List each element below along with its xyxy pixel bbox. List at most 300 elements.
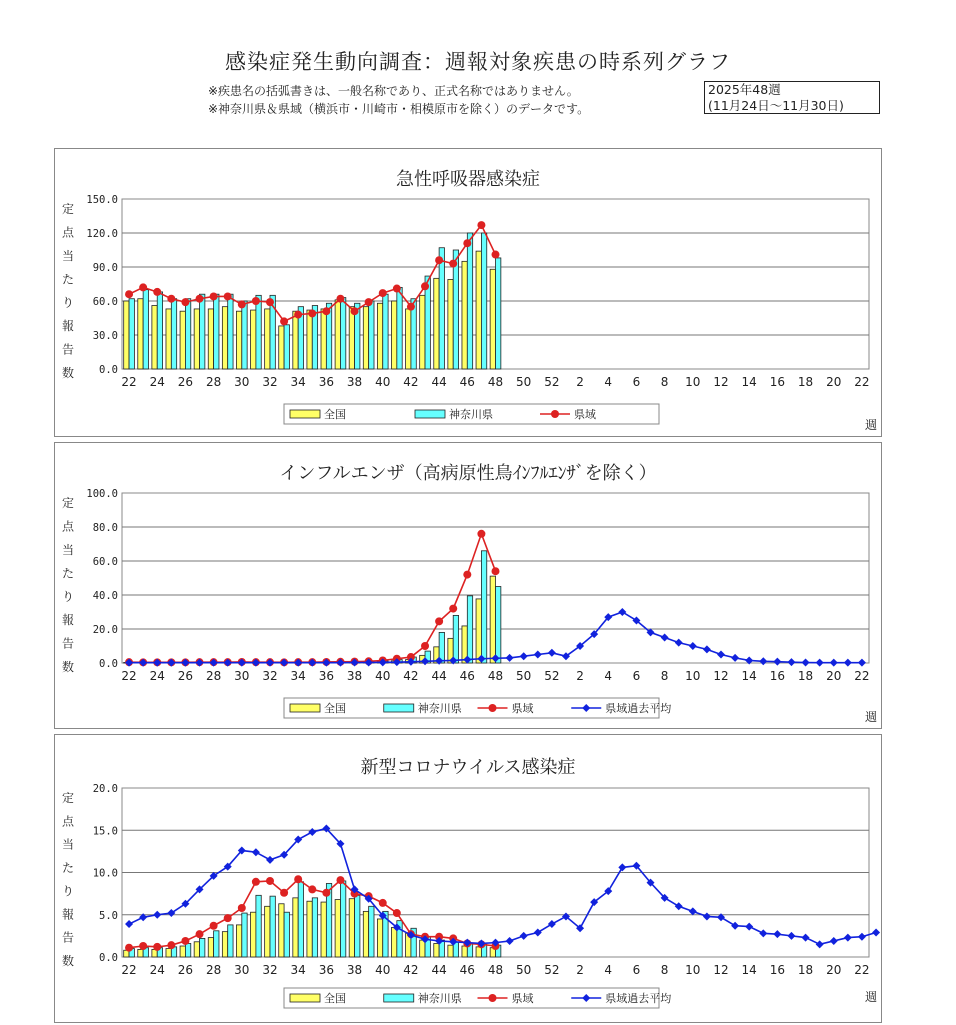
c2-point-prefecture-area	[308, 885, 316, 893]
c0-legend-swatch	[415, 410, 445, 418]
c0-point-prefecture-area	[280, 317, 288, 325]
note-data-scope: ※神奈川県＆県域（横浜市・川崎市・相模原市を除く）のデータです。	[208, 102, 590, 116]
c2-xtick-label: 12	[713, 963, 729, 977]
c0-bar-kanagawa	[185, 299, 190, 369]
c2-xtick-label: 36	[318, 963, 335, 977]
c1-xtick-label: 44	[431, 669, 447, 683]
c0-bar-national	[434, 278, 439, 369]
c0-xtick-label: 22	[121, 375, 137, 389]
c0-bar-national	[448, 279, 453, 369]
c0-point-prefecture-area	[125, 290, 133, 298]
c0-point-prefecture-area	[379, 289, 387, 297]
c0-bar-national	[279, 326, 284, 369]
c0-bar-national	[335, 300, 340, 369]
c1-ylabel-char: 報	[61, 613, 75, 628]
c0-ytick-label: 150.0	[86, 194, 118, 206]
c1-legend-swatch	[384, 704, 414, 712]
c1-ytick-label: 0.0	[99, 658, 118, 670]
c0-bar-national	[377, 303, 382, 369]
c1-xtick-label: 12	[713, 669, 729, 683]
c2-xtick-label: 52	[544, 963, 560, 977]
c0-bar-kanagawa	[143, 290, 148, 369]
c2-xtick-label: 38	[346, 963, 363, 977]
c2-bar-national	[307, 901, 312, 957]
c1-xtick-label: 52	[544, 669, 560, 683]
c0-xtick-label: 20	[826, 375, 842, 389]
c2-xtick-label: 20	[826, 963, 842, 977]
c0-xtick-label: 48	[487, 375, 504, 389]
c2-bar-national	[420, 940, 425, 957]
notes	[208, 82, 589, 118]
c1-ytick-label: 40.0	[92, 590, 118, 602]
c2-ytick-label: 0.0	[99, 952, 118, 964]
c2-bar-national	[222, 932, 227, 957]
c2-point-prefecture-area	[224, 914, 232, 922]
c1-point-prefecture-area	[449, 605, 457, 613]
c2-xtick-label: 16	[769, 963, 786, 977]
c1-bar-national	[490, 576, 495, 663]
c0-xtick-label: 50	[516, 375, 532, 389]
c2-bar-national	[335, 900, 340, 957]
c0-point-prefecture-area	[139, 283, 147, 291]
c1-point-prefecture-area	[435, 617, 443, 625]
c1-xtick-label: 34	[290, 669, 306, 683]
c0-bar-kanagawa	[284, 325, 289, 369]
c0-xtick-label: 44	[431, 375, 447, 389]
c0-bar-kanagawa	[171, 299, 176, 369]
c2-bar-kanagawa	[214, 931, 219, 957]
c2-bar-national	[265, 906, 270, 957]
c1-xtick-label: 18	[797, 669, 814, 683]
c2-bar-kanagawa	[200, 938, 205, 957]
c0-xtick-label: 8	[660, 375, 669, 389]
c1-ylabel-char: り	[61, 589, 75, 604]
c1-xtick-label: 10	[685, 669, 701, 683]
c0-xtick-label: 46	[459, 375, 475, 389]
c0-xtick-label: 52	[544, 375, 560, 389]
c0-point-prefecture-area	[492, 251, 500, 259]
c2-point-prefecture-area	[280, 889, 288, 897]
c2-point-prefecture-area	[252, 878, 260, 886]
c1-xtick-label: 4	[604, 669, 613, 683]
c1-xtick-label: 20	[826, 669, 842, 683]
c0-bar-national	[420, 295, 425, 369]
c0-bar-kanagawa	[242, 301, 247, 369]
c0-point-prefecture-area	[224, 292, 232, 300]
c2-bar-kanagawa	[256, 895, 261, 957]
c1-ytick-label: 20.0	[92, 624, 118, 636]
c1-xtick-label: 50	[516, 669, 532, 683]
c1-xtick-label: 46	[459, 669, 475, 683]
chart-panel-acute-respiratory	[54, 148, 882, 437]
c2-point-prefecture-area	[181, 937, 189, 945]
c0-ylabel-char: 点	[61, 225, 75, 240]
c0-point-prefecture-area	[167, 295, 175, 303]
c1-xtick-label: 22	[121, 669, 137, 683]
c1-bar-kanagawa	[496, 587, 501, 664]
c2-point-prefecture-area	[294, 875, 302, 883]
c2-xtick-label: 22	[121, 963, 137, 977]
c0-point-prefecture-area	[294, 311, 302, 319]
c2-bar-national	[138, 949, 143, 957]
page-title: 感染症発生動向調査：週報対象疾患の時系列グラフ	[225, 50, 731, 74]
c0-point-prefecture-area	[463, 239, 471, 247]
c0-bar-kanagawa	[496, 258, 501, 369]
c2-point-prefecture-area	[210, 922, 218, 930]
c0-bar-kanagawa	[228, 294, 233, 369]
c0-point-prefecture-area	[435, 256, 443, 264]
report-week: 2025年48週	[708, 82, 781, 97]
c2-ytick-label: 15.0	[92, 825, 118, 838]
c1-legend-label: 神奈川県	[417, 702, 462, 715]
c2-xtick-label: 30	[234, 963, 250, 977]
c0-xtick-label: 32	[262, 375, 278, 389]
c0-legend-label: 県域	[574, 408, 596, 421]
c1-ytick-label: 80.0	[92, 522, 118, 534]
c0-bar-national	[251, 310, 256, 369]
c0-point-prefecture-area	[477, 221, 485, 229]
c0-bar-kanagawa	[481, 233, 486, 369]
c2-point-prefecture-area	[139, 942, 147, 950]
c2-legend-label: 県域過去平均	[605, 992, 672, 1005]
c0-bar-national	[406, 309, 411, 369]
c0-bar-national	[152, 306, 157, 369]
chart-panel-influenza	[54, 442, 882, 729]
c2-ytick-label: 5.0	[99, 909, 118, 922]
c1-xlabel: 週	[864, 710, 878, 724]
c2-bar-national	[251, 912, 256, 957]
c2-xtick-label: 34	[290, 963, 306, 977]
c1-xtick-label: 14	[741, 669, 757, 683]
c1-ylabel-char: 点	[61, 519, 75, 534]
c0-bar-national	[124, 301, 129, 369]
c0-point-prefecture-area	[421, 282, 429, 290]
c2-xlabel: 週	[864, 990, 878, 1004]
c2-bar-national	[363, 911, 368, 957]
c0-ylabel-char: 数	[61, 366, 75, 380]
c2-ylabel-char: 当	[61, 837, 75, 852]
c0-xtick-label: 34	[290, 375, 306, 389]
c0-legend-label: 神奈川県	[449, 408, 493, 421]
c0-xtick-label: 36	[318, 375, 335, 389]
c0-bar-national	[363, 307, 368, 369]
c0-xtick-label: 30	[234, 375, 250, 389]
c1-xtick-label: 42	[403, 669, 419, 683]
c1-xtick-label: 26	[177, 669, 194, 683]
c2-legend-marker	[489, 994, 497, 1002]
c1-xtick-label: 24	[149, 669, 165, 683]
c2-xtick-label: 10	[685, 963, 701, 977]
c2-xtick-label: 32	[262, 963, 278, 977]
c1-title: インフルエンザ（高病原性鳥ｲﾝﾌﾙｴﾝｻﾞを除く）	[279, 463, 657, 484]
c1-ytick-label: 60.0	[92, 556, 118, 568]
c1-legend-label: 全国	[324, 702, 346, 715]
c2-point-prefecture-area	[167, 941, 175, 949]
c1-xtick-label: 36	[318, 669, 335, 683]
c2-xtick-label: 44	[431, 963, 447, 977]
c2-ytick-label: 10.0	[92, 867, 118, 880]
c2-legend-label: 県域	[511, 992, 534, 1005]
c0-ylabel-char: 当	[61, 248, 75, 263]
chart-panel-covid19	[54, 734, 882, 1023]
c1-xtick-label: 38	[346, 669, 363, 683]
c1-ylabel-char: 定	[61, 496, 75, 510]
c1-xtick-label: 6	[632, 669, 641, 683]
c0-ylabel-char: 報	[61, 319, 75, 334]
c2-bar-national	[279, 904, 284, 957]
c2-bar-national	[208, 938, 213, 957]
c2-bar-kanagawa	[312, 898, 317, 957]
c1-bar-kanagawa	[467, 596, 472, 663]
c2-bar-national	[448, 945, 453, 957]
c2-bar-national	[434, 943, 439, 957]
c0-bar-national	[293, 311, 298, 369]
c1-point-prefecture-area	[492, 567, 500, 575]
c1-ylabel-char: 当	[61, 542, 75, 557]
c2-xtick-label: 40	[375, 963, 391, 977]
c0-bar-national	[180, 311, 185, 369]
c0-bar-kanagawa	[397, 287, 402, 369]
c0-bar-national	[194, 309, 199, 369]
c1-bar-kanagawa	[453, 615, 458, 663]
c2-bar-kanagawa	[242, 913, 247, 957]
c1-xtick-label: 48	[487, 669, 504, 683]
c2-bar-national	[377, 919, 382, 957]
c0-bar-kanagawa	[439, 248, 444, 369]
c2-point-prefecture-area	[238, 904, 246, 912]
c2-xtick-label: 4	[604, 963, 613, 977]
c0-ylabel-char: り	[61, 295, 75, 310]
c0-xtick-label: 42	[403, 375, 419, 389]
c2-bar-kanagawa	[298, 882, 303, 957]
c2-ylabel-char: 告	[61, 930, 75, 945]
c2-legend-label: 神奈川県	[417, 992, 462, 1005]
c0-point-prefecture-area	[407, 303, 415, 311]
c2-ylabel-char: 定	[61, 791, 75, 805]
c0-bar-national	[349, 307, 354, 369]
c1-legend-marker	[489, 704, 497, 712]
c2-bar-kanagawa	[270, 896, 275, 957]
report-period: (11月24日～11月30日)	[708, 98, 844, 113]
c2-point-prefecture-area	[336, 876, 344, 884]
c0-bar-kanagawa	[129, 299, 134, 369]
c2-ylabel-char: 報	[61, 907, 75, 922]
c2-ylabel-char: 点	[61, 814, 75, 829]
c0-xtick-label: 6	[632, 375, 641, 389]
c2-point-past-average	[872, 928, 880, 936]
c2-bar-national	[476, 947, 481, 957]
c0-bar-national	[321, 309, 326, 369]
c0-point-prefecture-area	[336, 295, 344, 303]
c0-bar-kanagawa	[340, 298, 345, 369]
chart-influenza	[55, 443, 881, 728]
c0-bar-national	[222, 307, 227, 369]
c1-legend-label: 県域過去平均	[605, 702, 672, 715]
c2-xtick-label: 24	[149, 963, 165, 977]
c0-point-prefecture-area	[308, 309, 316, 317]
c2-xtick-label: 28	[205, 963, 222, 977]
c1-xtick-label: 8	[660, 669, 669, 683]
c2-bar-national	[166, 949, 171, 957]
c1-ytick-label: 100.0	[86, 488, 118, 500]
c2-bar-national	[462, 946, 467, 957]
c1-xtick-label: 32	[262, 669, 278, 683]
c2-xtick-label: 2	[576, 963, 584, 977]
c2-point-prefecture-area	[379, 899, 387, 907]
c2-bar-kanagawa	[185, 943, 190, 957]
c1-point-prefecture-area	[421, 642, 429, 650]
c0-ytick-label: 60.0	[92, 296, 118, 308]
c2-bar-kanagawa	[369, 906, 374, 957]
c0-bar-national	[138, 299, 143, 369]
c1-bar-national	[476, 599, 481, 663]
c0-ylabel-char: 告	[61, 342, 75, 357]
c0-ylabel-char: 定	[61, 202, 75, 216]
c0-bar-national	[265, 309, 270, 369]
c1-xtick-label: 2	[576, 669, 584, 683]
c1-xtick-label: 22	[854, 669, 870, 683]
c1-point-prefecture-area	[477, 530, 485, 538]
c0-point-prefecture-area	[266, 298, 274, 306]
c0-bar-national	[166, 309, 171, 369]
c2-ytick-label: 20.0	[92, 783, 118, 795]
c0-xtick-label: 14	[741, 375, 757, 389]
c2-xtick-label: 18	[797, 963, 814, 977]
c0-ytick-label: 0.0	[99, 364, 118, 376]
c1-ylabel-char: 告	[61, 636, 75, 651]
c0-xtick-label: 38	[346, 375, 363, 389]
c2-bar-national	[194, 942, 199, 957]
c2-xtick-label: 26	[177, 963, 194, 977]
c0-bar-kanagawa	[369, 301, 374, 369]
c0-bar-national	[307, 310, 312, 369]
c0-point-prefecture-area	[351, 307, 359, 315]
c2-point-prefecture-area	[196, 930, 204, 938]
c1-ylabel-char: 数	[61, 660, 75, 674]
c2-point-prefecture-area	[266, 877, 274, 885]
c0-bar-kanagawa	[467, 233, 472, 369]
c0-point-prefecture-area	[322, 307, 330, 315]
c2-bar-kanagawa	[340, 881, 345, 957]
c0-bar-national	[208, 309, 213, 369]
c1-legend-label: 県域	[511, 702, 534, 715]
c0-ytick-label: 90.0	[92, 262, 118, 274]
c2-xtick-label: 46	[459, 963, 475, 977]
c0-bar-kanagawa	[256, 295, 261, 369]
c1-xtick-label: 28	[205, 669, 222, 683]
c2-xtick-label: 6	[632, 963, 641, 977]
c2-xtick-label: 8	[660, 963, 669, 977]
report-week-box	[704, 81, 880, 114]
c0-bar-national	[462, 261, 467, 369]
c1-xtick-label: 40	[375, 669, 391, 683]
c0-xtick-label: 4	[604, 375, 613, 389]
c0-ylabel-char: た	[61, 272, 75, 287]
c0-ytick-label: 120.0	[86, 228, 118, 240]
c0-ytick-label: 30.0	[92, 330, 118, 342]
c0-point-prefecture-area	[365, 298, 373, 306]
c2-bar-national	[349, 899, 354, 957]
c2-xtick-label: 48	[487, 963, 504, 977]
c0-bar-kanagawa	[157, 292, 162, 369]
note-disease-name: ※疾患名の括弧書きは、一般名称であり、正式名称ではありません。	[208, 84, 579, 98]
c0-point-prefecture-area	[181, 298, 189, 306]
c0-xtick-label: 22	[854, 375, 870, 389]
c2-legend-swatch	[384, 994, 414, 1002]
c0-xtick-label: 40	[375, 375, 391, 389]
c1-point-prefecture-area	[463, 571, 471, 579]
c2-point-prefecture-area	[125, 944, 133, 952]
c0-xtick-label: 24	[149, 375, 165, 389]
c2-bar-national	[391, 927, 396, 957]
c0-xlabel: 週	[864, 418, 878, 432]
c2-ylabel-char: り	[61, 884, 75, 899]
c0-bar-national	[476, 251, 481, 369]
c2-xtick-label: 22	[854, 963, 870, 977]
c2-xtick-label: 50	[516, 963, 532, 977]
c0-bar-kanagawa	[200, 294, 205, 369]
c0-xtick-label: 12	[713, 375, 729, 389]
c0-bar-national	[236, 311, 241, 369]
c2-bar-national	[321, 902, 326, 957]
c0-xtick-label: 18	[797, 375, 814, 389]
c1-bar-kanagawa	[481, 551, 486, 663]
c1-legend-swatch	[290, 704, 320, 712]
c0-point-prefecture-area	[449, 260, 457, 268]
c2-xtick-label: 14	[741, 963, 757, 977]
c0-bar-national	[391, 301, 396, 369]
c0-xtick-label: 10	[685, 375, 701, 389]
c0-point-prefecture-area	[210, 292, 218, 300]
c2-point-prefecture-area	[322, 889, 330, 897]
chart-covid19	[55, 735, 881, 1022]
c0-xtick-label: 16	[769, 375, 786, 389]
c0-point-prefecture-area	[153, 288, 161, 296]
c1-xtick-label: 30	[234, 669, 250, 683]
c2-bar-national	[293, 898, 298, 957]
c0-legend-marker	[551, 410, 559, 418]
c0-point-prefecture-area	[393, 285, 401, 293]
c2-ylabel-char: 数	[61, 954, 75, 968]
c0-bar-kanagawa	[214, 294, 219, 369]
c0-bar-kanagawa	[453, 250, 458, 369]
c0-bar-national	[490, 269, 495, 369]
c0-legend-swatch	[290, 410, 320, 418]
c2-xtick-label: 42	[403, 963, 419, 977]
c0-point-prefecture-area	[252, 297, 260, 305]
c0-bar-kanagawa	[383, 294, 388, 369]
c0-xtick-label: 26	[177, 375, 194, 389]
c2-bar-kanagawa	[284, 912, 289, 957]
c2-bar-national	[236, 925, 241, 957]
c2-bar-kanagawa	[355, 895, 360, 957]
c1-ylabel-char: た	[61, 566, 75, 581]
chart-acute-respiratory	[55, 149, 881, 436]
c0-legend-label: 全国	[324, 408, 346, 421]
c2-point-prefecture-area	[153, 943, 161, 951]
c0-title: 急性呼吸器感染症	[396, 169, 540, 190]
c2-ylabel-char: た	[61, 860, 75, 875]
c2-bar-national	[180, 946, 185, 957]
c2-title: 新型コロナウイルス感染症	[360, 757, 576, 778]
c2-legend-label: 全国	[324, 992, 346, 1005]
c0-xtick-label: 2	[576, 375, 584, 389]
c0-xtick-label: 28	[205, 375, 222, 389]
c1-xtick-label: 16	[769, 669, 786, 683]
c0-point-prefecture-area	[238, 300, 246, 308]
c2-legend-swatch	[290, 994, 320, 1002]
c0-point-prefecture-area	[196, 295, 204, 303]
